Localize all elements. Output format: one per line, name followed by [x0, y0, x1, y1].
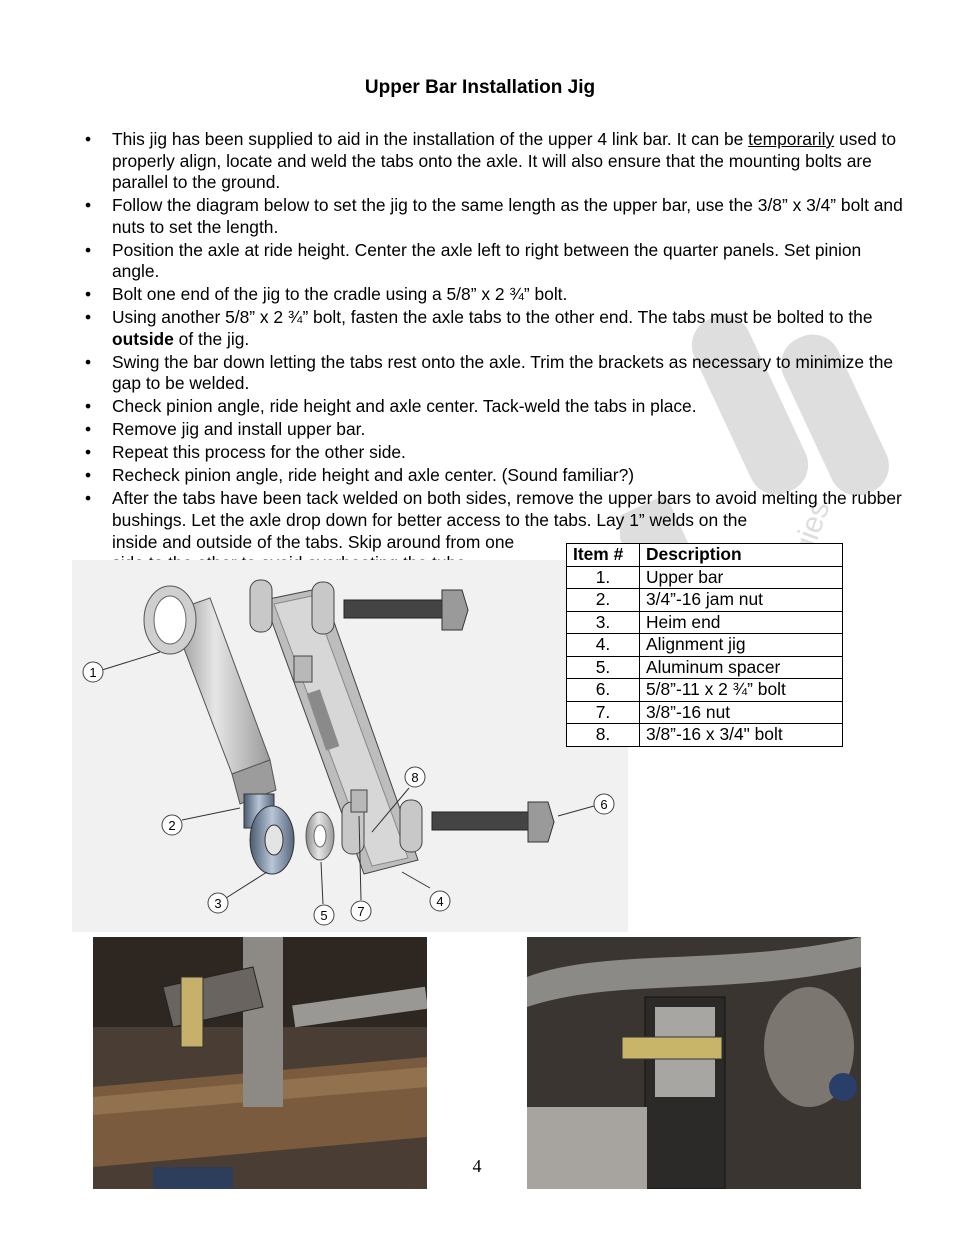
aluminum-spacer — [306, 812, 334, 860]
instruction-text: After the tabs have been tack welded on both sides, remove the upper bars to avoid melting the rubber bushings. Let the axle drop down for better access to the tabs. Lay 1” welds on the — [112, 488, 902, 530]
installation-photo-right — [527, 937, 861, 1189]
table-row — [567, 566, 843, 589]
parts-table — [566, 543, 843, 747]
page-number: 4 — [472, 1156, 482, 1176]
svg-text:6: 6 — [600, 797, 608, 812]
column-header-description: Description — [640, 544, 843, 567]
item-number: 7. — [567, 701, 640, 724]
list-item — [82, 195, 912, 238]
instruction-text: Using another 5/8” x 2 ¾” bolt, fasten the axle tabs to the other end. The tabs must be bolted to the — [112, 307, 873, 328]
svg-text:4: 4 — [436, 894, 444, 909]
instruction-text: inside and outside of the tabs. Skip around from one — [112, 531, 515, 552]
installation-photo-left — [93, 937, 427, 1189]
instruction-text: Position the axle at ride height. Center the axle left to right between the quarter panels. Set pinion angle. — [112, 239, 862, 282]
item-number: 8. — [567, 724, 640, 747]
page-title: Upper Bar Installation Jig — [364, 77, 596, 98]
instruction-text: Follow the diagram below to set the jig to the same length as the upper bar, use the 3/8” x 3/4” bolt and nuts to set the length. — [112, 195, 903, 237]
svg-text:2: 2 — [168, 818, 176, 833]
bullet-icon: • — [85, 307, 92, 328]
svg-text:8: 8 — [411, 770, 419, 785]
instruction-text: Swing the bar down letting the tabs rest onto the axle. Trim the brackets as necessary to minimize the gap to be welded. — [112, 351, 894, 394]
item-number: 3. — [567, 611, 640, 634]
exploded-parts-diagram — [72, 560, 628, 932]
table-row — [567, 656, 843, 679]
bullet-icon: • — [85, 442, 92, 463]
table-row — [567, 589, 843, 612]
bullet-icon: • — [85, 419, 92, 440]
item-description: 5/8”-11 x 2 ¾” bolt — [640, 679, 843, 702]
list-item — [82, 240, 912, 283]
svg-text:5: 5 — [320, 908, 328, 923]
instruction-text: This jig has been supplied to aid in the installation of the upper 4 link bar. It can be — [112, 129, 749, 149]
bullet-icon: • — [85, 351, 92, 372]
table-row — [567, 679, 843, 702]
list-item — [82, 396, 912, 418]
list-item — [82, 284, 912, 306]
item-number: 4. — [567, 634, 640, 657]
table-row — [567, 611, 843, 634]
item-description: 3/4”-16 jam nut — [640, 589, 843, 612]
item-number: 1. — [567, 566, 640, 589]
item-description: 3/8”-16 x 3/4" bolt — [640, 724, 843, 747]
item-description: Heim end — [640, 611, 843, 634]
column-header-item: Item # — [567, 544, 640, 567]
bullet-icon: • — [85, 396, 92, 417]
instruction-text: Remove jig and install upper bar. — [112, 419, 366, 440]
item-description: 3/8”-16 nut — [640, 701, 843, 724]
instruction-text: Check pinion angle, ride height and axle center. Tack-weld the tabs in place. — [112, 396, 697, 417]
bullet-icon: • — [85, 284, 92, 305]
table-header-row — [567, 544, 843, 567]
instruction-text: Recheck pinion angle, ride height and axle center. (Sound familiar?) — [112, 465, 635, 486]
item-description: Alignment jig — [640, 634, 843, 657]
bullet-icon: • — [85, 129, 92, 149]
list-item — [82, 307, 912, 350]
instruction-text: Repeat this process for the other side. — [112, 442, 406, 463]
item-number: 5. — [567, 656, 640, 679]
item-number: 2. — [567, 589, 640, 612]
list-item — [82, 129, 912, 194]
bold-text: outside — [112, 328, 174, 349]
svg-text:7: 7 — [357, 904, 365, 919]
svg-text:3: 3 — [214, 896, 222, 911]
item-description: Aluminum spacer — [640, 656, 843, 679]
table-row — [567, 634, 843, 657]
list-item — [82, 419, 912, 441]
instruction-text: of the jig. — [173, 328, 250, 349]
bullet-icon: • — [85, 239, 92, 260]
item-description: Upper bar — [640, 566, 843, 589]
instruction-text: used to properly align, locate and weld the tabs onto the axle. It will also ensure that the mounting bolts are parallel to the ground. — [112, 129, 897, 193]
instruction-text: Bolt one end of the jig to the cradle using a 5/8” x 2 ¾” bolt. — [112, 284, 568, 305]
instruction-list — [82, 129, 912, 576]
svg-text:1: 1 — [89, 665, 97, 680]
bullet-icon: • — [85, 465, 92, 486]
bullet-icon: • — [85, 488, 92, 509]
list-item — [82, 352, 912, 395]
bullet-icon: • — [85, 195, 92, 216]
underlined-text: temporarily — [748, 129, 835, 149]
item-number: 6. — [567, 679, 640, 702]
table-row — [567, 701, 843, 724]
list-item — [82, 465, 912, 487]
table-row — [567, 724, 843, 747]
list-item — [82, 442, 912, 464]
